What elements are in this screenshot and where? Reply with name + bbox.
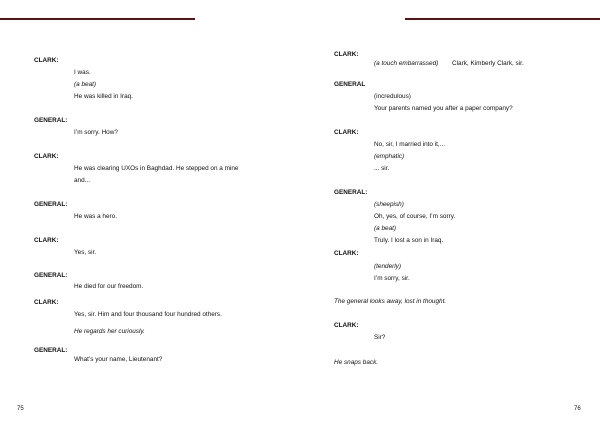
parenthetical: (tenderly) xyxy=(374,263,401,270)
dialogue-line: I was. xyxy=(74,69,91,76)
page-number: 76 xyxy=(574,406,581,412)
character-name: CLARK: xyxy=(334,250,359,257)
dialogue-line: No, sir, I married into it,... xyxy=(374,141,446,148)
character-name: GENERAL: xyxy=(34,117,68,124)
character-name: CLARK: xyxy=(34,299,59,306)
dialogue-line: Sir? xyxy=(374,334,386,341)
parenthetical: (incredulous) xyxy=(374,93,411,100)
dialogue-line: Yes, sir. Him and four thousand four hundred others. xyxy=(74,311,222,318)
character-name: GENERAL: xyxy=(34,272,68,279)
dialogue-line: Yes, sir. xyxy=(74,249,97,256)
dialogue-line: Truly. I lost a son in Iraq. xyxy=(374,237,444,244)
parenthetical: (a beat) xyxy=(374,225,397,232)
character-name: GENERAL: xyxy=(334,189,368,196)
right-page xyxy=(300,0,600,424)
dialogue-line: I’m sorry. How? xyxy=(74,129,118,136)
dialogue-line: He was killed in Iraq. xyxy=(74,93,133,100)
character-name: CLARK: xyxy=(334,51,359,58)
dialogue-line: I’m sorry, sir. xyxy=(374,275,410,282)
character-name: CLARK: xyxy=(34,153,59,160)
character-name: GENERAL: xyxy=(34,201,68,208)
dialogue-line: Oh, yes, of course, I’m sorry. xyxy=(374,213,456,220)
character-name: CLARK: xyxy=(34,57,59,64)
parenthetical: (a beat) xyxy=(74,81,97,88)
dialogue-line: Clark, Kimberly Clark, sir. xyxy=(452,60,524,67)
character-name: CLARK: xyxy=(34,237,59,244)
character-name: GENERAL xyxy=(334,81,366,88)
dialogue-line: He was a hero. xyxy=(74,213,117,220)
dialogue-line: ... sir. xyxy=(374,165,390,172)
action-line: He snaps back. xyxy=(334,359,379,366)
character-name: GENERAL: xyxy=(34,347,68,354)
dialogue-line: He died for our freedom. xyxy=(74,283,144,290)
character-name: CLARK: xyxy=(334,322,359,329)
parenthetical: (a touch embarrassed) xyxy=(374,60,439,67)
parenthetical: (emphatic) xyxy=(374,153,405,160)
parenthetical: (sheepish) xyxy=(374,201,404,208)
dialogue-line: What’s your name, Lieutenant? xyxy=(74,356,163,363)
dialogue-line: Your parents named you after a paper company? xyxy=(374,105,513,112)
action-line: The general looks away, lost in thought. xyxy=(334,298,447,305)
character-name: CLARK: xyxy=(334,129,359,136)
dialogue-line: and... xyxy=(74,177,90,184)
action-line: He regards her curiously. xyxy=(74,328,145,335)
dialogue-line: He was clearing UXOs in Baghdad. He stepped on a mine xyxy=(74,165,239,172)
page-number: 75 xyxy=(17,406,24,412)
